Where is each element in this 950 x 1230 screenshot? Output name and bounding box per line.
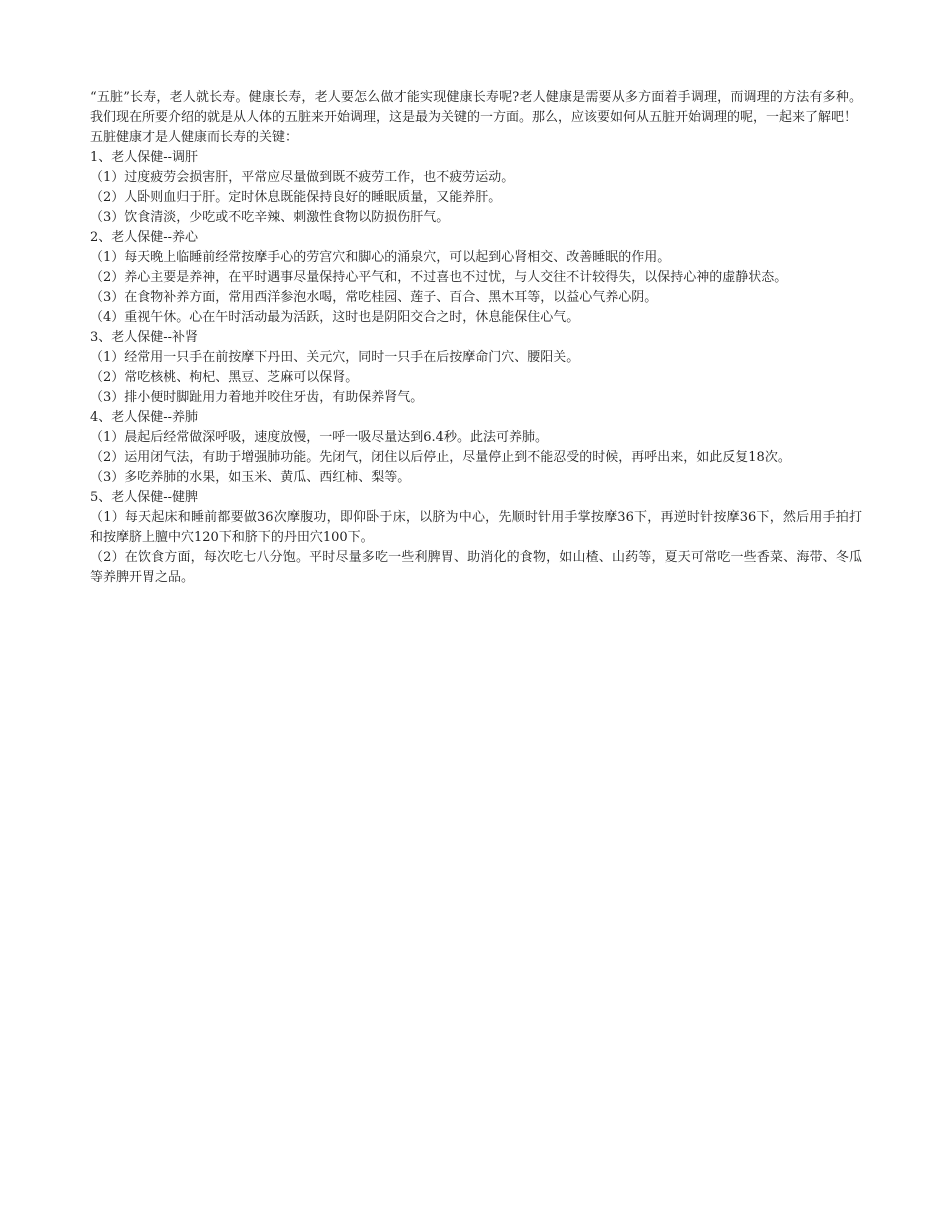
- spleen-item-1: （1）每天起床和睡前都要做36次摩腹功，即仰卧于床，以脐为中心，先顺时针用手掌按摩36下，再逆时针按摩36下，然后用手拍打和按摩脐上膻中穴120下和脐下的丹田穴100下。: [90, 510, 862, 545]
- lung-item-1: （1）晨起后经常做深呼吸，速度放慢，一呼一吸尽量达到6.4秒。此法可养肺。: [90, 430, 548, 445]
- lung-item-2: （2）运用闭气法，有助于增强肺功能。先闭气，闭住以后停止，尽量停止到不能忍受的时候，再呼出来，如此反复18次。: [90, 450, 791, 465]
- liver-item-2: （2）人卧则血归于肝。定时休息既能保持良好的睡眠质量，又能养肝。: [90, 190, 502, 205]
- heart-item-4: （4）重视午休。心在午时活动最为活跃，这时也是阴阳交合之时，休息能保住心气。: [90, 310, 580, 325]
- spleen-item-2: （2）在饮食方面，每次吃七八分饱。平时尽量多吃一些利脾胃、助消化的食物，如山楂、山药等，夏天可常吃一些香菜、海带、冬瓜等养脾开胃之品。: [90, 550, 862, 585]
- section-heading-kidney: 3、老人保健--补肾: [90, 330, 199, 345]
- heart-item-1: （1）每天晚上临睡前经常按摩手心的劳宫穴和脚心的涌泉穴，可以起到心肾相交、改善睡眠的作用。: [90, 250, 671, 265]
- kidney-item-1: （1）经常用一只手在前按摩下丹田、关元穴，同时一只手在后按摩命门穴、腰阳关。: [90, 350, 580, 365]
- lead-line: 五脏健康才是人健康而长寿的关键：: [90, 130, 299, 145]
- section-heading-heart: 2、老人保健--养心: [90, 230, 199, 245]
- kidney-item-3: （3）排小便时脚趾用力着地并咬住牙齿，有助保养肾气。: [90, 390, 424, 405]
- document-body: [90, 88, 862, 588]
- liver-item-3: （3）饮食清淡，少吃或不吃辛辣、刺激性食物以防损伤肝气。: [90, 210, 450, 225]
- heart-item-3: （3）在食物补养方面，常用西洋参泡水喝，常吃桂园、莲子、百合、黑木耳等，以益心气养心阴。: [90, 290, 658, 305]
- liver-item-1: （1）过度疲劳会损害肝，平常应尽量做到既不疲劳工作，也不疲劳运动。: [90, 170, 515, 185]
- kidney-item-2: （2）常吃核桃、枸杞、黑豆、芝麻可以保肾。: [90, 370, 359, 385]
- lung-item-3: （3）多吃养肺的水果，如玉米、黄瓜、西红柿、梨等。: [90, 470, 411, 485]
- intro-paragraph: “五脏”长寿，老人就长寿。健康长寿，老人要怎么做才能实现健康长寿呢?老人健康是需要从多方面着手调理，而调理的方法有多种。我们现在所要介绍的就是从人体的五脏来开始调理，这是最为关键的一方面。那么，应该要如何从五脏开始调理的呢，一起来了解吧！: [90, 90, 862, 125]
- heart-item-2: （2）养心主要是养神，在平时遇事尽量保持心平气和，不过喜也不过忧，与人交往不计较得失，以保持心神的虚静状态。: [90, 270, 788, 285]
- section-heading-spleen: 5、老人保健--健脾: [90, 490, 199, 505]
- section-heading-liver: 1、老人保健--调肝: [90, 150, 199, 165]
- section-heading-lung: 4、老人保健--养肺: [90, 410, 199, 425]
